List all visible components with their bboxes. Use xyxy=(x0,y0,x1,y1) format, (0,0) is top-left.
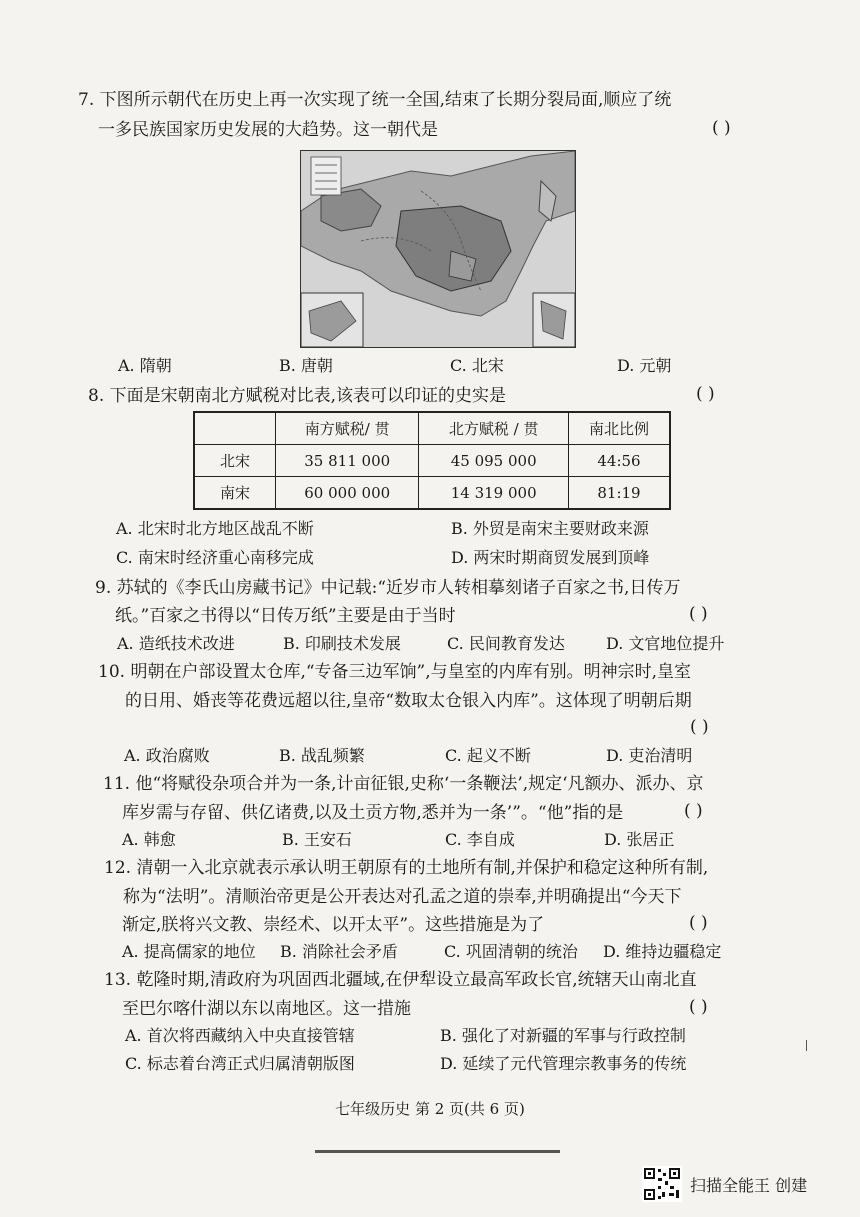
q11-answer-paren: ( ) xyxy=(684,801,703,821)
q12-option-d: D. 维持边疆稳定 xyxy=(603,942,722,961)
q7-option-a: A. 隋朝 xyxy=(118,356,172,375)
q10-option-c: C. 起义不断 xyxy=(445,746,531,765)
table-cell: 44:56 xyxy=(568,445,670,477)
q9-option-b: B. 印刷技术发展 xyxy=(283,634,401,653)
table-cell: 45 095 000 xyxy=(419,445,569,477)
q7-option-c: C. 北宋 xyxy=(450,356,504,375)
q8-option-b: B. 外贸是南宋主要财政来源 xyxy=(451,519,649,538)
q12-option-c: C. 巩固清朝的统治 xyxy=(444,942,578,961)
q9-option-a: A. 造纸技术改进 xyxy=(117,634,235,653)
table-header-cell: 南北比例 xyxy=(568,412,670,445)
q10-option-a: A. 政治腐败 xyxy=(124,746,210,765)
dynasty-map-image xyxy=(300,150,576,348)
footer-divider xyxy=(315,1150,560,1153)
q13-answer-paren: ( ) xyxy=(689,997,708,1017)
table-cell: 35 811 000 xyxy=(276,445,419,477)
q8-option-c: C. 南宋时经济重心南移完成 xyxy=(116,548,314,567)
q9-stem-line1: 9. 苏轼的《李氏山房藏书记》中记载:“近岁市人转相摹刻诸子百家之书,日传万 xyxy=(95,578,681,598)
watermark-text: 扫描全能王 创建 xyxy=(690,1175,808,1195)
table-cell: 南宋 xyxy=(194,477,276,510)
tax-comparison-table xyxy=(193,411,671,510)
q13-option-b: B. 强化了对新疆的军事与行政控制 xyxy=(440,1026,686,1045)
q12-stem-line1: 12. 清朝一入北京就表示承认明王朝原有的土地所有制,并保护和稳定这种所有制, xyxy=(104,858,709,878)
q7-option-b: B. 唐朝 xyxy=(279,356,333,375)
table-header-cell xyxy=(194,412,276,445)
q13-option-c: C. 标志着台湾正式归属清朝版图 xyxy=(125,1054,355,1073)
table-cell: 14 319 000 xyxy=(419,477,569,510)
q12-answer-paren: ( ) xyxy=(689,913,708,933)
q7-option-d: D. 元朝 xyxy=(617,356,672,375)
q8-option-d: D. 两宋时期商贸发展到顶峰 xyxy=(451,548,650,567)
q10-answer-paren: ( ) xyxy=(690,717,709,737)
q8-option-a: A. 北宋时北方地区战乱不断 xyxy=(116,519,314,538)
map-graphic xyxy=(301,151,575,347)
table-header-row xyxy=(194,412,670,445)
table-row xyxy=(194,477,670,510)
table-cell: 北宋 xyxy=(194,445,276,477)
q11-option-c: C. 李自成 xyxy=(445,830,515,849)
q11-stem-line2: 库岁需与存留、供亿诸费,以及土贡方物,悉并为一条’”。“他”指的是 xyxy=(122,803,624,823)
q13-stem-line1: 13. 乾隆时期,清政府为巩固西北疆域,在伊犁设立最高军政长官,统辖天山南北直 xyxy=(104,970,697,990)
scan-mark xyxy=(806,1040,807,1051)
q13-stem-line2: 至巴尔喀什湖以东以南地区。这一措施 xyxy=(122,999,411,1019)
q10-option-d: D. 吏治清明 xyxy=(606,746,693,765)
table-cell: 60 000 000 xyxy=(276,477,419,510)
table-header-cell: 南方赋税/ 贯 xyxy=(276,412,419,445)
q8-stem: 8. 下面是宋朝南北方赋税对比表,该表可以印证的史实是 xyxy=(88,386,507,406)
scanner-watermark xyxy=(642,1166,807,1202)
q11-option-d: D. 张居正 xyxy=(604,830,675,849)
table-cell: 81:19 xyxy=(568,477,670,510)
q9-option-c: C. 民间教育发达 xyxy=(447,634,565,653)
page-footer: 七年级历史 第 2 页(共 6 页) xyxy=(335,1100,525,1118)
q9-answer-paren: ( ) xyxy=(689,604,708,624)
q11-stem-line1: 11. 他“将赋役杂项合并为一条,计亩征银,史称‘一条鞭法’,规定‘凡额办、派办、京 xyxy=(103,774,704,794)
q9-stem-line2: 纸。”百家之书得以“日传万纸”主要是由于当时 xyxy=(115,606,456,626)
q13-option-a: A. 首次将西藏纳入中央直接管辖 xyxy=(125,1026,355,1045)
q12-stem-line3: 渐定,朕将兴文教、崇经术、以开太平”。这些措施是为了 xyxy=(122,915,545,935)
q10-stem-line2: 的日用、婚丧等花费远超以往,皇帝“数取太仓银入内库”。这体现了明朝后期 xyxy=(125,691,692,711)
q12-option-b: B. 消除社会矛盾 xyxy=(280,942,398,961)
q11-option-b: B. 王安石 xyxy=(282,830,352,849)
q13-option-d: D. 延续了元代管理宗教事务的传统 xyxy=(440,1054,687,1073)
q11-option-a: A. 韩愈 xyxy=(122,830,176,849)
q10-option-b: B. 战乱频繁 xyxy=(279,746,365,765)
q7-stem-line1: 7. 下图所示朝代在历史上再一次实现了统一全国,结束了长期分裂局面,顺应了统 xyxy=(78,90,672,110)
q12-option-a: A. 提高儒家的地位 xyxy=(122,942,256,961)
q8-answer-paren: ( ) xyxy=(696,384,715,404)
table-header-cell: 北方赋税 / 贯 xyxy=(419,412,569,445)
qr-code-icon xyxy=(642,1166,682,1202)
q10-stem-line1: 10. 明朝在户部设置太仓库,“专备三边军饷”,与皇室的内库有别。明神宗时,皇室 xyxy=(98,662,692,682)
table-row xyxy=(194,445,670,477)
q9-option-d: D. 文官地位提升 xyxy=(606,634,725,653)
q7-stem-line2: 一多民族国家历史发展的大趋势。这一朝代是 xyxy=(98,120,438,140)
q7-answer-paren: ( ) xyxy=(712,118,731,138)
q12-stem-line2: 称为“法明”。清顺治帝更是公开表达对孔孟之道的崇奉,并明确提出“今天下 xyxy=(123,887,682,907)
